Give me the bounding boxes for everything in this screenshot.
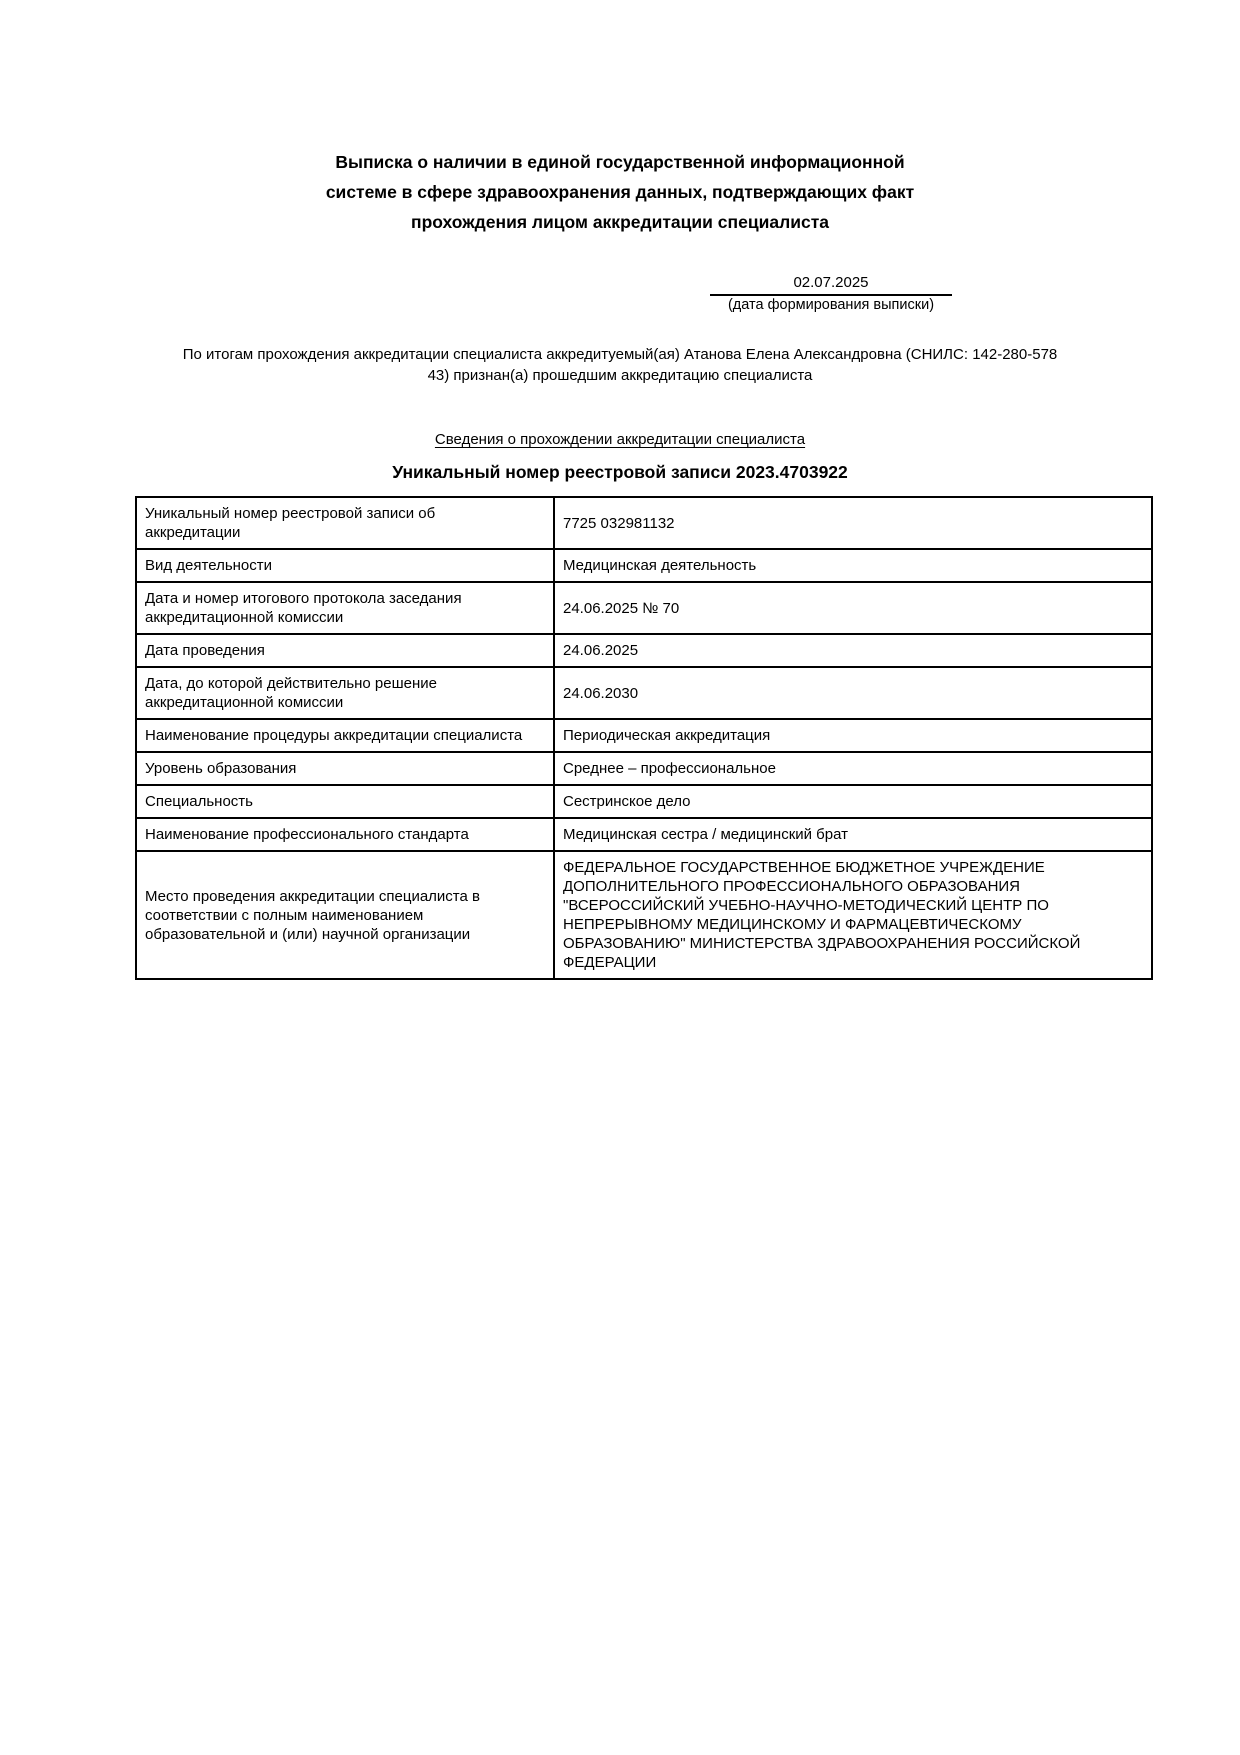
row-value: 24.06.2025 <box>554 634 1152 667</box>
table-row <box>136 719 1152 752</box>
row-label: Специальность <box>136 785 554 818</box>
row-value: 24.06.2030 <box>554 667 1152 719</box>
table-row <box>136 582 1152 634</box>
row-value: Медицинская сестра / медицинский брат <box>554 818 1152 851</box>
document-content <box>135 0 1105 980</box>
intro-paragraph <box>135 344 1105 386</box>
record-number-heading: Уникальный номер реестровой записи 2023.4703922 <box>392 462 848 482</box>
row-value: 7725 032981132 <box>554 497 1152 549</box>
document-title <box>135 147 1105 237</box>
extract-date: 02.07.2025 <box>710 273 952 296</box>
row-label: Дата и номер итогового протокола заседания аккредитационной комиссии <box>136 582 554 634</box>
intro-line: По итогам прохождения аккредитации специалиста аккредитуемый(ая) Атанова Елена Александровна (СНИЛС: 142-280-578 <box>182 346 1058 363</box>
row-label: Уникальный номер реестровой записи об аккредитации <box>136 497 554 549</box>
table-row <box>136 549 1152 582</box>
row-value: Медицинская деятельность <box>554 549 1152 582</box>
title-line: системе в сфере здравоохранения данных, подтверждающих факт <box>325 182 915 202</box>
table-row <box>136 497 1152 549</box>
table-row <box>136 818 1152 851</box>
row-value: Периодическая аккредитация <box>554 719 1152 752</box>
row-label: Дата проведения <box>136 634 554 667</box>
row-value: Среднее – профессиональное <box>554 752 1152 785</box>
row-label: Вид деятельности <box>136 549 554 582</box>
row-value: 24.06.2025 № 70 <box>554 582 1152 634</box>
table-row <box>136 634 1152 667</box>
row-label: Дата, до которой действительно решение аккредитационной комиссии <box>136 667 554 719</box>
row-label: Место проведения аккредитации специалиста в соответствии с полным наименованием образовательной и (или) научной организации <box>136 851 554 979</box>
section-heading: Сведения о прохождении аккредитации специалиста <box>434 431 806 448</box>
row-label: Уровень образования <box>136 752 554 785</box>
table-row <box>136 851 1152 979</box>
row-value: ФЕДЕРАЛЬНОЕ ГОСУДАРСТВЕННОЕ БЮДЖЕТНОЕ УЧРЕЖДЕНИЕ ДОПОЛНИТЕЛЬНОГО ПРОФЕССИОНАЛЬНОГО ОБРАЗОВАНИЯ "ВСЕРОССИЙСКИЙ УЧЕБНО-НАУЧНО-МЕТОДИЧЕСКИЙ ЦЕНТР ПО НЕПРЕРЫВНОМУ МЕДИЦИНСКОМУ И ФАРМАЦЕВТИЧЕСКОМУ ОБРАЗОВАНИЮ" МИНИСТЕРСТВА ЗДРАВООХРАНЕНИЯ РОССИЙСКОЙ ФЕДЕРАЦИИ <box>554 851 1152 979</box>
accreditation-table <box>135 496 1153 980</box>
row-value: Сестринское дело <box>554 785 1152 818</box>
table-row <box>136 752 1152 785</box>
title-line: прохождения лицом аккредитации специалиста <box>411 212 829 232</box>
row-label: Наименование процедуры аккредитации специалиста <box>136 719 554 752</box>
title-line: Выписка о наличии в единой государственной информационной <box>335 152 905 172</box>
extract-date-block <box>710 273 952 314</box>
extract-date-caption: (дата формирования выписки) <box>727 297 935 313</box>
table-row <box>136 785 1152 818</box>
table-row <box>136 667 1152 719</box>
row-label: Наименование профессионального стандарта <box>136 818 554 851</box>
intro-line: 43) признан(а) прошедшим аккредитацию специалиста <box>427 367 813 384</box>
